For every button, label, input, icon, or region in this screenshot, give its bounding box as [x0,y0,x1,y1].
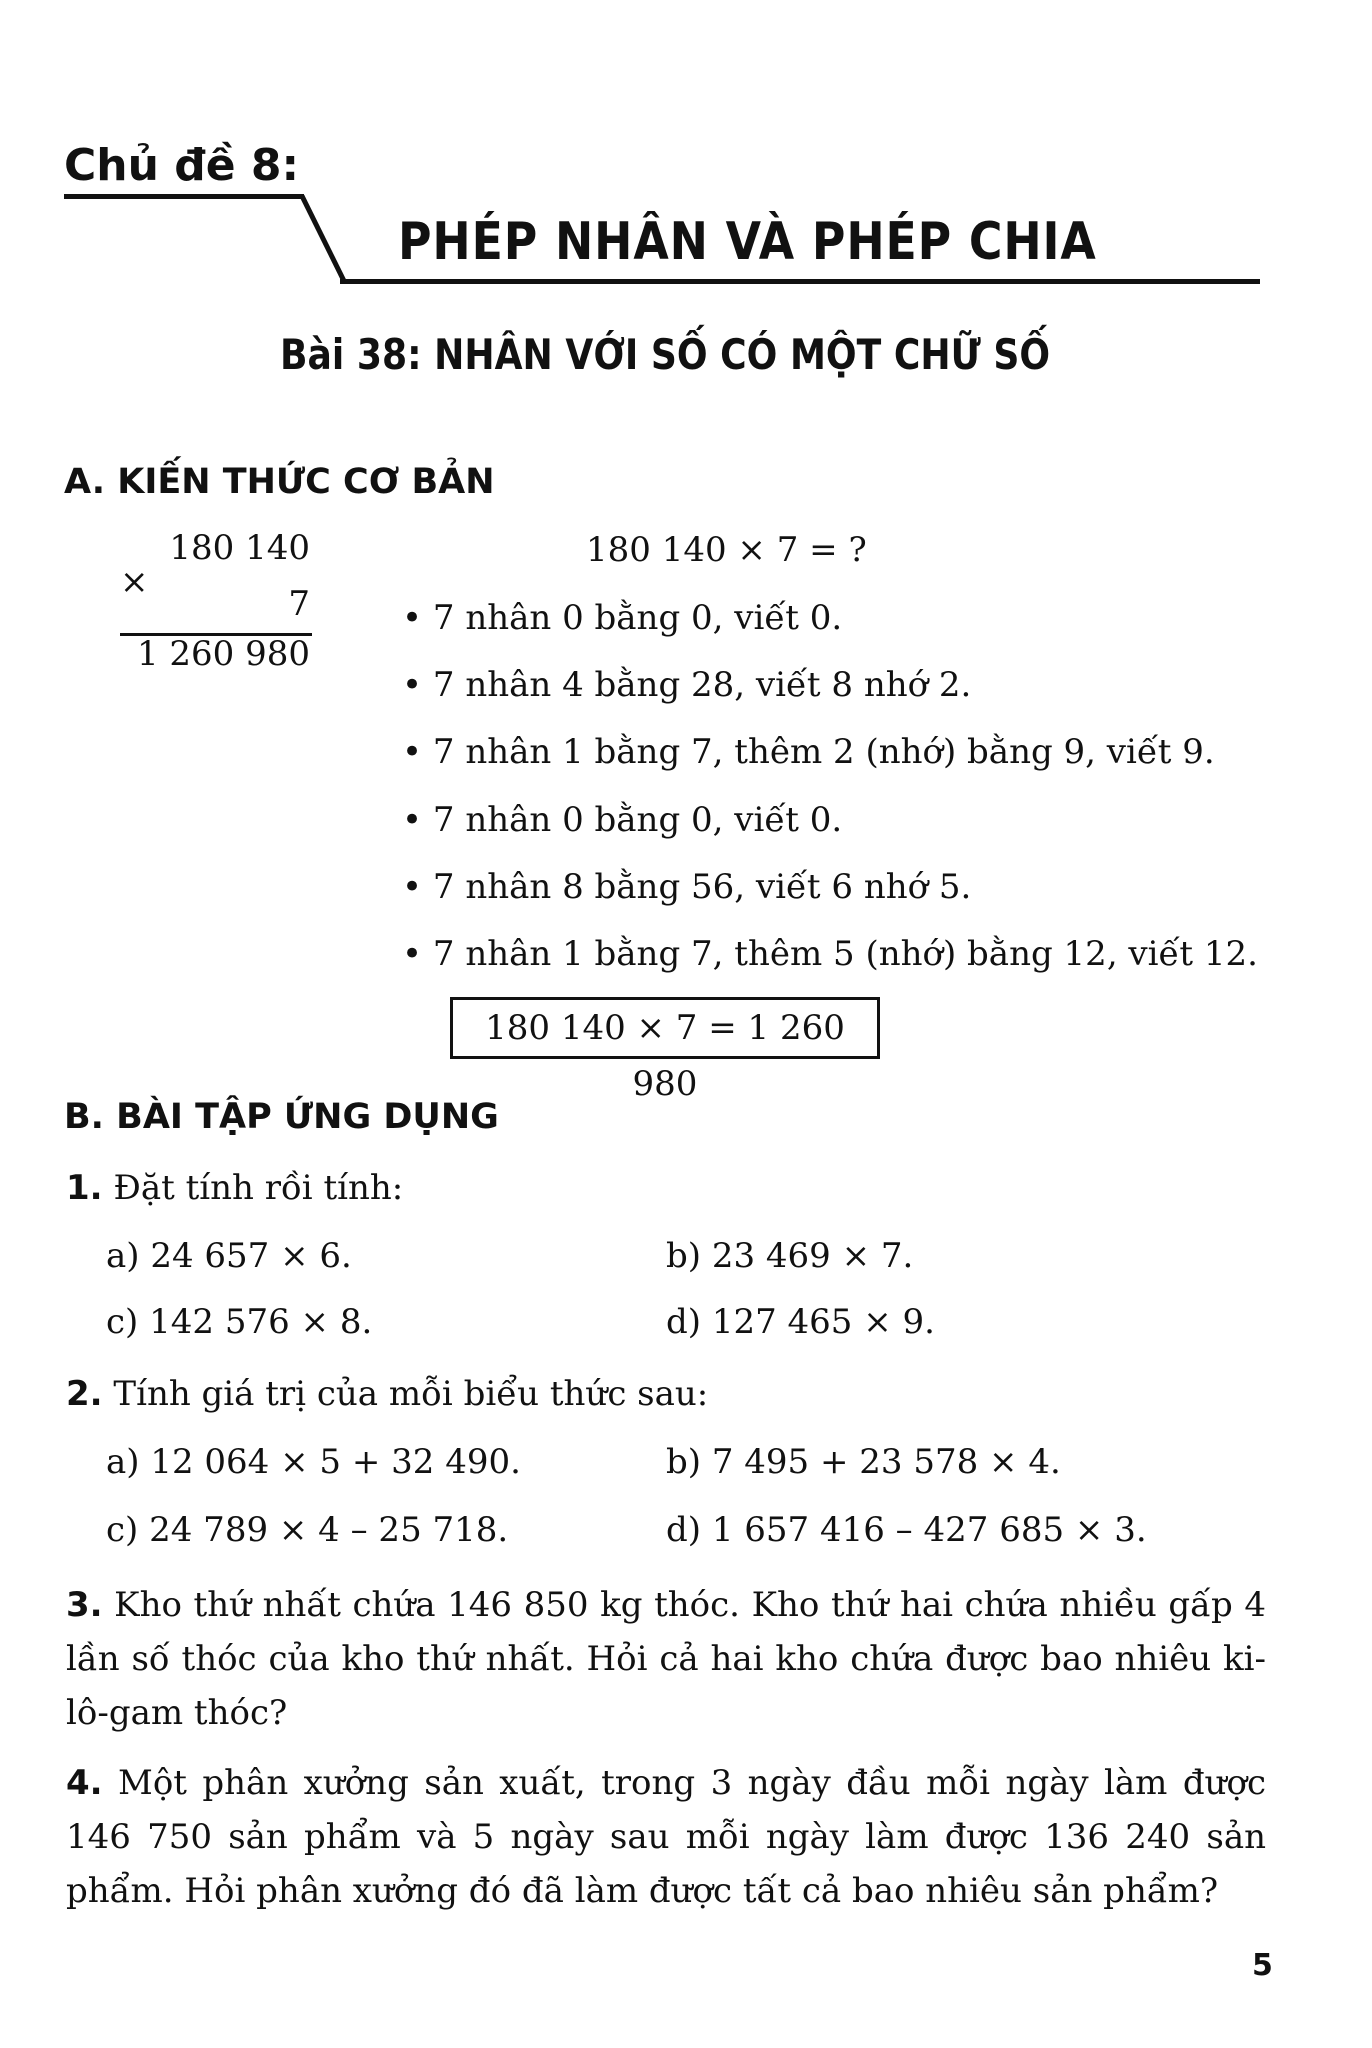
lesson-title: Bài 38: NHÂN VỚI SỐ CÓ MỘT CHỮ SỐ [280,330,1051,379]
section-b-heading: B. BÀI TẬP ỨNG DỤNG [64,1097,499,1137]
list-item: • 7 nhân 4 bằng 28, viết 8 nhớ 2. [402,665,972,705]
problem-1-a: a) 24 657 × 6. [106,1236,352,1276]
section-a-heading: A. KIẾN THỨC CƠ BẢN [64,462,495,502]
list-item: • 7 nhân 1 bằng 7, thêm 5 (nhớ) bằng 12, viết 12. [402,934,1258,974]
header-rule-right [340,279,1260,284]
problem-2-a: a) 12 064 × 5 + 32 490. [106,1442,521,1482]
problem-2-b: b) 7 495 + 23 578 × 4. [666,1442,1061,1482]
problem-1-c: c) 142 576 × 8. [106,1302,373,1342]
problem-1 [66,1168,403,1208]
result-box [450,997,880,1104]
calc-question: 180 140 × 7 = ? [586,530,867,570]
problem-2-d: d) 1 657 416 – 427 685 × 3. [666,1510,1147,1550]
problem-1-d: d) 127 465 × 9. [666,1302,935,1342]
problem-text: Tính giá trị của mỗi biểu thức sau: [113,1374,709,1414]
step-text: 7 nhân 4 bằng 28, viết 8 nhớ 2. [432,665,972,705]
problem-2-c: c) 24 789 × 4 – 25 718. [106,1510,509,1550]
problem-1-b: b) 23 469 × 7. [666,1236,914,1276]
problem-number: 3. [66,1585,103,1625]
topic-title: PHÉP NHÂN VÀ PHÉP CHIA [398,212,1097,272]
problem-text: Kho thứ nhất chứa 146 850 kg thóc. Kho thứ hai chứa nhiều gấp 4 lần số thóc của kho thứ nhất. Hỏi cả hai kho chứa được bao nhiêu ki-lô-gam thóc? [66,1585,1266,1733]
header-rule-diagonal [300,194,350,284]
multiply-sign: × [120,562,149,602]
list-item: • 7 nhân 0 bằng 0, viết 0. [402,598,843,638]
list-item: • 7 nhân 8 bằng 56, viết 6 nhớ 5. [402,867,972,907]
step-text: 7 nhân 0 bằng 0, viết 0. [432,598,843,638]
problem-number: 1. [66,1168,103,1208]
step-text: 7 nhân 1 bằng 7, thêm 5 (nhớ) bằng 12, viết 12. [432,934,1258,974]
multiplicand: 180 140 [169,528,310,568]
step-text: 7 nhân 8 bằng 56, viết 6 nhớ 5. [432,867,972,907]
multiplier: 7 [288,584,310,624]
product: 1 260 980 [136,634,310,674]
problem-number: 2. [66,1374,103,1414]
result-equation: 180 140 × 7 = 1 260 980 [485,1008,845,1104]
page-number: 5 [1252,1948,1273,1983]
header-rule-left [64,194,304,199]
problem-text: Một phân xưởng sản xuất, trong 3 ngày đầu mỗi ngày làm được 146 750 sản phẩm và 5 ngày sau mỗi ngày làm được 136 240 sản phẩm. Hỏi phân xưởng đó đã làm được tất cả bao nhiêu sản phẩm? [66,1763,1266,1911]
problem-number: 4. [66,1763,103,1803]
list-item: • 7 nhân 1 bằng 7, thêm 2 (nhớ) bằng 9, viết 9. [402,732,1215,772]
problem-3 [66,1578,1266,1740]
list-item: • 7 nhân 0 bằng 0, viết 0. [402,800,843,840]
problem-4 [66,1756,1266,1918]
problem-2 [66,1374,708,1414]
topic-label: Chủ đề 8: [64,140,300,191]
problem-text: Đặt tính rồi tính: [113,1168,404,1208]
step-text: 7 nhân 0 bằng 0, viết 0. [432,800,843,840]
step-text: 7 nhân 1 bằng 7, thêm 2 (nhớ) bằng 9, viết 9. [432,732,1215,772]
